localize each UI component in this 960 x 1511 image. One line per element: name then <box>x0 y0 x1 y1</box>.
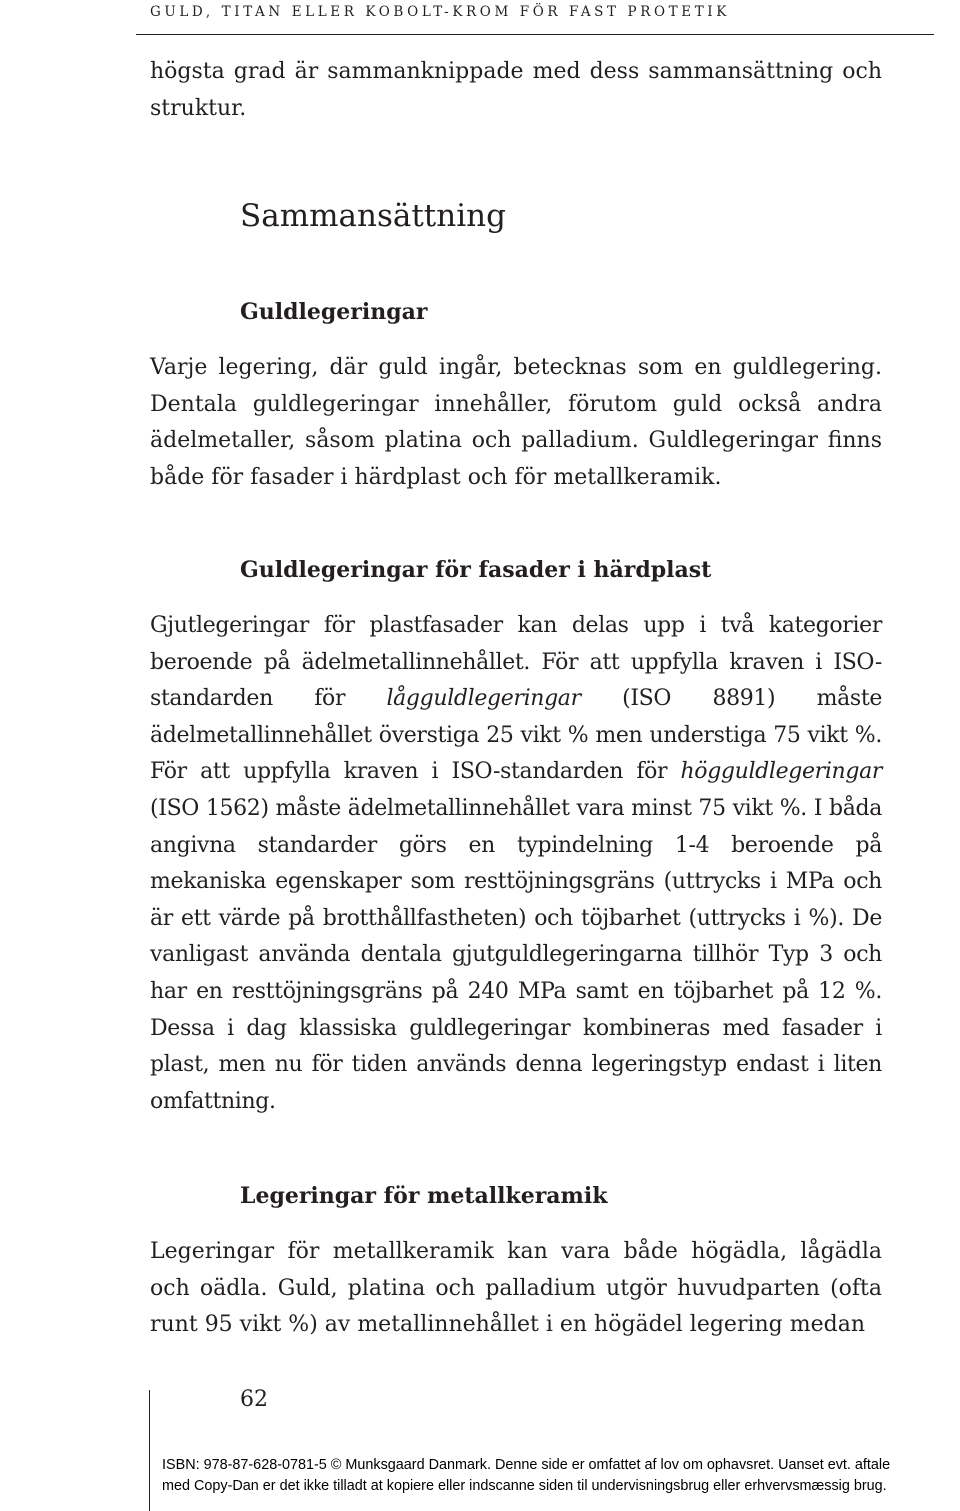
section-body-fasader-hardplast <box>150 608 882 1120</box>
running-head: GULD, TITAN ELLER KOBOLT-KROM FÖR FAST PROTETIK <box>150 4 730 20</box>
page-number-rule <box>149 1390 150 1511</box>
body-text-part-2: (ISO 8891) måste ädelmetallinnehållet överstiga 25 vikt % men understiga 75 vikt %. För att uppfylla kraven i ISO-standarden för <box>150 686 882 785</box>
section-body-guldlegeringar: Varje legering, där guld ingår, betecknas som en guldlegering. Dentala guldlegeringar innehåller, förutom guld också andra ädelmetaller, såsom platina och palladium. Guldlegeringar finns både för fasader i härdplast och för metallkeramik. <box>150 355 882 490</box>
section-heading-metallkeramik: Legeringar för metallkeramik <box>240 1183 608 1209</box>
chapter-title: Sammansättning <box>240 198 506 234</box>
intro-paragraph: högsta grad är sammanknippade med dess sammansättning och struktur. <box>150 59 882 121</box>
section-heading-fasader-hardplast: Guldlegeringar för fasader i härdplast <box>240 557 712 583</box>
footer-line-2: med Copy-Dan er det ikke tilladt at kopiere eller indscanne siden til undervisningsbrug eller erhvervsmæssig brug. <box>162 1478 887 1494</box>
term-hogguldlegeringar: högguldlegeringar <box>680 759 882 785</box>
body-text-part-3: (ISO 1562) måste ädelmetallinnehållet vara minst 75 vikt %. I båda angivna standarder görs en typindelning 1-4 beroende på mekaniska egenskaper som resttöjningsgräns (uttrycks i MPa och är ett värde på brotthållfastheten) och töjbarhet (uttrycks i %). De vanligast använda dentala gjutguldlegeringarna tillhör Typ 3 och har en resttöjningsgräns på 240 MPa samt en töjbarhet på 12 %. Dessa i dag klassiska guldlegeringar kombineras med fasader i plast, men nu för tiden används denna legeringstyp endast i liten omfattning. <box>150 795 882 1114</box>
body-text-part-1: Gjutlegeringar för plastfasader kan delas upp i två kategorier beroende på ädelmetallinnehållet. För att uppfylla kraven i ISO-standarden för <box>150 613 882 712</box>
section-heading-guldlegeringar: Guldlegeringar <box>240 299 428 325</box>
footer-line-1: ISBN: 978-87-628-0781-5 © Munksgaard Danmark. Denne side er omfattet af lov om ophavsret. Uanset evt. aftale <box>162 1457 891 1473</box>
term-lagguldlegeringar: lågguldlegeringar <box>386 686 581 712</box>
page-number: 62 <box>240 1387 268 1412</box>
header-rule <box>136 34 934 35</box>
section-body-metallkeramik: Legeringar för metallkeramik kan vara både högädla, lågädla och oädla. Guld, platina och palladium utgör huvudparten (ofta runt 95 vikt %) av metallinnehållet i en högädel legering medan <box>150 1239 882 1338</box>
copyright-footer <box>162 1455 960 1497</box>
